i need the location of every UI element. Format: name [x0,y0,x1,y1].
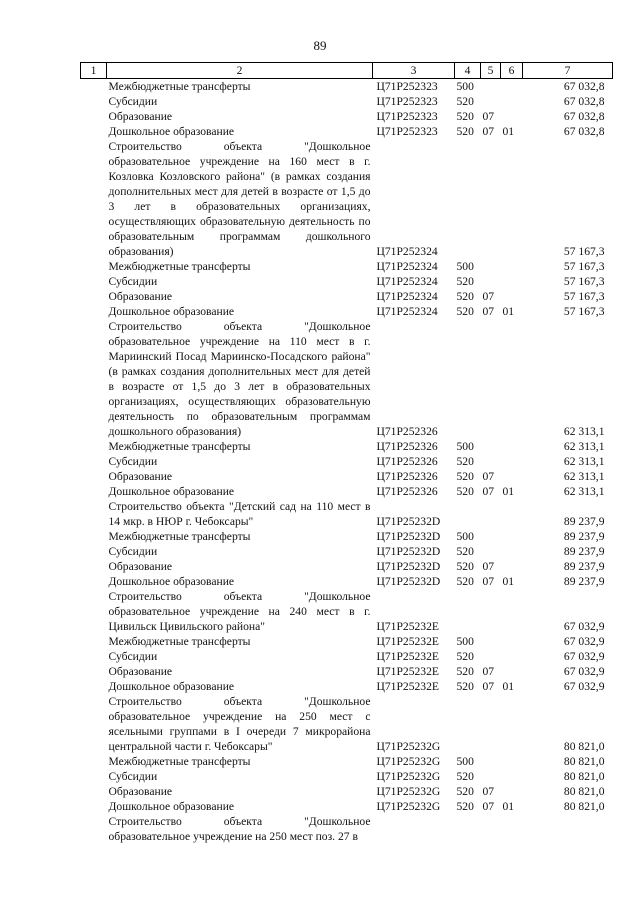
row-col4-cell: 520 [456,680,474,693]
row-col5-cell [481,529,501,544]
row-code-cell: Ц71P25232G [376,800,441,813]
row-number-cell [81,769,107,784]
row-col4-cell: 520 [456,770,474,783]
row-name-cell: Образование [108,560,173,573]
row-amount-cell: 62 313,1 [563,425,605,438]
row-code-cell: Ц71P25232E [376,635,439,648]
row-amount-cell: 57 167,3 [563,260,605,273]
column-header: 1 [81,63,107,79]
row-col6-cell [501,544,523,559]
row-col4-cell: 520 [456,665,474,678]
row-name-cell: Образование [108,470,173,483]
row-col5-cell [481,94,501,109]
row-col5-cell [481,454,501,469]
row-amount-cell: 80 821,0 [563,785,605,798]
row-col6-cell: 01 [502,125,515,138]
table-row [81,679,613,694]
row-amount-cell: 67 032,8 [563,80,605,93]
row-code-cell: Ц71P252323 [376,80,438,93]
row-number-cell [81,274,107,289]
row-code-cell: Ц71P252324 [376,245,438,258]
row-col5-cell: 07 [482,665,495,678]
page-number: 89 [313,38,327,53]
table-row [81,694,613,754]
table-row [81,304,613,319]
row-code-cell: Ц71P252324 [376,260,438,273]
row-name-cell: Межбюджетные трансферты [108,530,251,543]
column-header: 4 [455,63,481,79]
row-col6-cell [501,499,523,529]
row-code-cell: Ц71P252326 [376,440,438,453]
row-col4-cell: 520 [456,800,474,813]
table-row [81,799,613,814]
row-number-cell [81,754,107,769]
row-name-cell: Строительство объекта "Дошкольное образовательное учреждение на 250 мест поз. 27 в [108,815,371,843]
row-col6-cell [501,259,523,274]
table-row [81,319,613,439]
row-name-cell: Субсидии [108,275,158,288]
row-name-cell: Межбюджетные трансферты [108,260,251,273]
row-col6-cell [501,109,523,124]
row-number-cell [81,319,107,439]
row-col6-cell [501,694,523,754]
table-row [81,814,613,844]
row-col4-cell: 520 [456,560,474,573]
row-code-cell: Ц71P25232E [376,620,439,633]
row-amount-cell: 62 313,1 [563,470,605,483]
row-name-cell: Строительство объекта "Дошкольное образовательное учреждение на 240 мест в г. Цивильск Цивильского района" [108,590,371,633]
row-number-cell [81,289,107,304]
row-col6-cell [501,94,523,109]
table-row [81,589,613,634]
row-amount-cell: 89 237,9 [563,575,605,588]
table-row [81,109,613,124]
row-code-cell: Ц71P25232G [376,755,441,768]
row-name-cell: Строительство объекта "Дошкольное образовательное учреждение на 160 мест в г. Козловка Козловского района" (в рамках создания дополнительных мест для детей в возрасте от 1,5 до 3 лет в образовательных организациях, осуществляющих образовательную деятельность по образовательным программам дошкольного образования) [108,140,371,258]
row-amount-cell: 67 032,8 [563,125,605,138]
table-row [81,259,613,274]
row-col6-cell [501,274,523,289]
table-row [81,439,613,454]
row-col4-cell: 520 [456,95,474,108]
row-col5-cell [481,439,501,454]
row-col4-cell [455,589,481,634]
budget-table [80,62,613,844]
row-col6-cell [501,814,523,844]
row-col4-cell: 520 [456,305,474,318]
row-col5-cell [481,259,501,274]
table-row [81,484,613,499]
row-amount-cell: 67 032,8 [563,95,605,108]
row-col6-cell [501,289,523,304]
row-name-cell: Дошкольное образование [108,575,235,588]
row-col5-cell [481,769,501,784]
row-col6-cell [501,79,523,95]
row-code-cell: Ц71P252324 [376,290,438,303]
row-col5-cell: 07 [482,680,495,693]
row-col6-cell: 01 [502,575,515,588]
row-amount-cell: 57 167,3 [563,275,605,288]
row-col6-cell: 01 [502,485,515,498]
row-name-cell: Межбюджетные трансферты [108,635,251,648]
row-number-cell [81,304,107,319]
row-code-cell: Ц71P252323 [376,125,438,138]
row-col6-cell [501,634,523,649]
row-col6-cell [501,469,523,484]
row-number-cell [81,439,107,454]
row-col6-cell [501,769,523,784]
row-code-cell: Ц71P252326 [376,455,438,468]
row-code-cell: Ц71P25232D [376,515,441,528]
row-number-cell [81,469,107,484]
column-header: 3 [373,63,455,79]
row-col5-cell [481,814,501,844]
row-col5-cell: 07 [482,110,495,123]
row-col4-cell: 520 [456,110,474,123]
row-amount-cell: 89 237,9 [563,515,605,528]
column-header: 5 [481,63,501,79]
row-name-cell: Межбюджетные трансферты [108,80,251,93]
row-amount-cell: 57 167,3 [563,290,605,303]
row-number-cell [81,559,107,574]
row-number-cell [81,499,107,529]
row-col5-cell: 07 [482,305,495,318]
row-number-cell [81,814,107,844]
row-col5-cell: 07 [482,785,495,798]
row-col5-cell [481,274,501,289]
row-amount-cell: 57 167,3 [563,245,605,258]
row-col4-cell [455,814,481,844]
row-col4-cell: 520 [456,785,474,798]
row-amount-cell: 67 032,9 [563,635,605,648]
table-row [81,769,613,784]
row-col4-cell: 500 [456,755,474,768]
row-number-cell [81,589,107,634]
table-row [81,784,613,799]
row-name-cell: Образование [108,785,173,798]
row-col4-cell: 520 [456,290,474,303]
row-amount-cell: 80 821,0 [563,770,605,783]
row-number-cell [81,634,107,649]
row-col6-cell [501,754,523,769]
row-code-cell: Ц71P25232G [376,740,441,753]
row-col5-cell: 07 [482,575,495,588]
table-row [81,94,613,109]
row-number-cell [81,94,107,109]
row-col5-cell [481,694,501,754]
row-col6-cell [501,439,523,454]
row-name-cell: Межбюджетные трансферты [108,440,251,453]
row-col6-cell [501,454,523,469]
row-col4-cell: 520 [456,455,474,468]
row-code-cell: Ц71P25232D [376,530,441,543]
row-col5-cell: 07 [482,560,495,573]
row-number-cell [81,139,107,259]
row-amount-cell: 62 313,1 [563,485,605,498]
row-amount-cell: 89 237,9 [563,560,605,573]
table-row [81,499,613,529]
row-col4-cell [455,139,481,259]
row-code-cell: Ц71P252323 [376,110,438,123]
row-col4-cell: 520 [456,485,474,498]
row-number-cell [81,574,107,589]
row-number-cell [81,79,107,95]
row-col6-cell [501,559,523,574]
row-col6-cell: 01 [502,305,515,318]
table-row [81,634,613,649]
row-name-cell: Субсидии [108,650,158,663]
row-col5-cell: 07 [482,470,495,483]
row-name-cell: Образование [108,665,173,678]
row-col5-cell: 07 [482,800,495,813]
row-amount-cell: 62 313,1 [563,455,605,468]
row-number-cell [81,694,107,754]
row-name-cell: Образование [108,290,173,303]
table-row [81,664,613,679]
row-col5-cell [481,544,501,559]
row-col5-cell [481,754,501,769]
row-col6-cell: 01 [502,800,515,813]
row-col6-cell [501,649,523,664]
row-code-cell: Ц71P252323 [376,95,438,108]
row-name-cell: Образование [108,110,173,123]
row-col4-cell: 500 [456,80,474,93]
table-row [81,139,613,259]
row-amount-cell: 67 032,9 [563,620,605,633]
table-row [81,529,613,544]
row-code-cell: Ц71P25232D [376,575,441,588]
row-code-cell: Ц71P252324 [376,275,438,288]
table-row [81,79,613,95]
row-amount-cell: 80 821,0 [563,755,605,768]
row-name-cell: Строительство объекта "Дошкольное образовательное учреждение на 110 мест в г. Мариинский Посад Мариинско-Посадского района" (в рамках создания дополнительных мест для детей в возрасте от 1,5 до 3 лет в образовательных организациях, осуществляющих образовательную деятельность по образовательным программам дошкольного образования) [108,320,371,438]
table-row [81,544,613,559]
row-col4-cell [455,499,481,529]
row-name-cell: Дошкольное образование [108,305,235,318]
row-number-cell [81,124,107,139]
table-row [81,274,613,289]
row-number-cell [81,259,107,274]
row-code-cell: Ц71P252324 [376,305,438,318]
row-col4-cell: 520 [456,125,474,138]
row-col4-cell: 520 [456,470,474,483]
row-name-cell: Дошкольное образование [108,680,235,693]
row-col4-cell [455,694,481,754]
row-col6-cell [501,529,523,544]
row-amount-cell: 67 032,9 [563,650,605,663]
row-name-cell: Дошкольное образование [108,125,235,138]
row-name-cell: Дошкольное образование [108,800,235,813]
row-number-cell [81,529,107,544]
column-header: 2 [107,63,373,79]
table-header-row [81,63,613,79]
row-number-cell [81,109,107,124]
row-col4-cell: 500 [456,440,474,453]
row-col4-cell [455,319,481,439]
table-row [81,574,613,589]
table-row [81,649,613,664]
row-number-cell [81,679,107,694]
row-col4-cell: 520 [456,545,474,558]
row-number-cell [81,799,107,814]
row-col6-cell [501,784,523,799]
row-code-cell: Ц71P25232D [376,545,441,558]
table-row [81,124,613,139]
row-amount-cell: 89 237,9 [563,530,605,543]
row-amount-cell: 57 167,3 [563,305,605,318]
row-name-cell: Строительство объекта "Детский сад на 110 мест в 14 мкр. в НЮР г. Чебоксары" [108,500,371,528]
row-number-cell [81,544,107,559]
row-code-cell: Ц71P25232E [376,665,439,678]
row-col4-cell: 520 [456,275,474,288]
row-code-cell [373,814,455,844]
row-col6-cell [501,664,523,679]
row-number-cell [81,484,107,499]
table-body [81,79,613,845]
table-row [81,289,613,304]
row-col5-cell [481,649,501,664]
row-number-cell [81,664,107,679]
row-name-cell: Субсидии [108,455,158,468]
row-amount-cell: 80 821,0 [563,800,605,813]
row-name-cell: Субсидии [108,545,158,558]
row-col5-cell: 07 [482,485,495,498]
row-name-cell: Субсидии [108,770,158,783]
table-row [81,559,613,574]
row-code-cell: Ц71P252326 [376,425,438,438]
row-amount-cell: 67 032,9 [563,680,605,693]
column-header: 7 [523,63,613,79]
row-col4-cell: 520 [456,575,474,588]
row-code-cell: Ц71P252326 [376,485,438,498]
row-code-cell: Ц71P25232E [376,680,439,693]
row-amount-cell [523,814,613,844]
row-number-cell [81,454,107,469]
table-row [81,469,613,484]
row-col5-cell [481,319,501,439]
column-header: 6 [501,63,523,79]
row-col5-cell: 07 [482,125,495,138]
row-col6-cell [501,139,523,259]
row-code-cell: Ц71P252326 [376,470,438,483]
table-row [81,754,613,769]
row-col5-cell [481,634,501,649]
row-col6-cell [501,319,523,439]
row-number-cell [81,784,107,799]
row-col6-cell [501,589,523,634]
row-col4-cell: 500 [456,635,474,648]
row-name-cell: Субсидии [108,95,158,108]
row-name-cell: Строительство объекта "Дошкольное образовательное учреждение на 250 мест с ясельными группами в I очереди 7 микрорайона центральной части г. Чебоксары" [108,695,371,753]
table-row [81,454,613,469]
row-col5-cell: 07 [482,290,495,303]
row-col5-cell [481,79,501,95]
row-col6-cell: 01 [502,680,515,693]
row-col4-cell: 520 [456,650,474,663]
row-name-cell: Межбюджетные трансферты [108,755,251,768]
row-code-cell: Ц71P25232E [376,650,439,663]
row-code-cell: Ц71P25232G [376,785,441,798]
row-amount-cell: 80 821,0 [563,740,605,753]
row-number-cell [81,649,107,664]
row-amount-cell: 67 032,8 [563,110,605,123]
row-col5-cell [481,589,501,634]
row-col5-cell [481,499,501,529]
row-amount-cell: 89 237,9 [563,545,605,558]
row-code-cell: Ц71P25232G [376,770,441,783]
row-amount-cell: 62 313,1 [563,440,605,453]
row-amount-cell: 67 032,9 [563,665,605,678]
row-col4-cell: 500 [456,260,474,273]
row-col5-cell [481,139,501,259]
row-col4-cell: 500 [456,530,474,543]
row-code-cell: Ц71P25232D [376,560,441,573]
row-name-cell: Дошкольное образование [108,485,235,498]
